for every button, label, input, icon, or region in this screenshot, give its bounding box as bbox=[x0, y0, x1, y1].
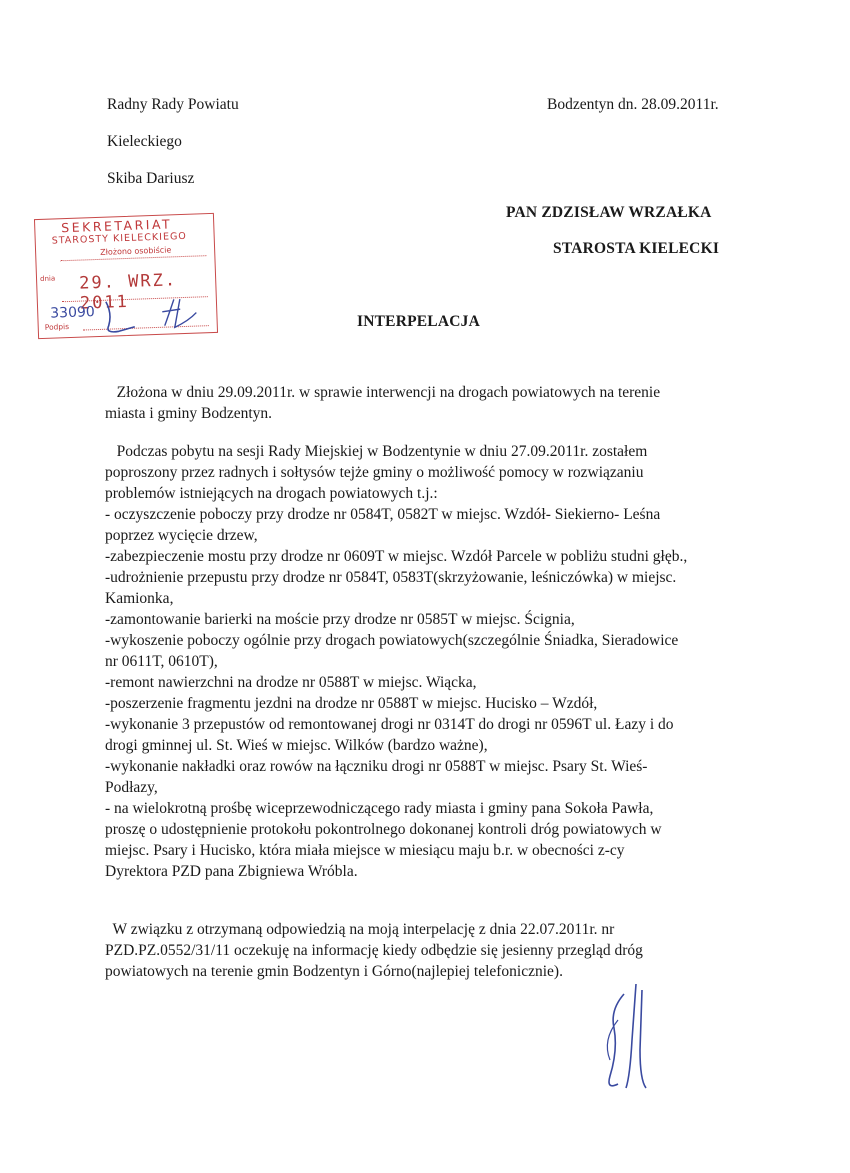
list-item: -remont nawierzchni na drodze nr 0588T w miejsc. Wiącka, bbox=[105, 674, 477, 691]
list-item: -zamontowanie barierki na moście przy drodze nr 0585T w miejsc. Ścignia, bbox=[105, 611, 575, 628]
text-line: miejsc. Psary i Hucisko, która miała miejsce w miesiącu maju b.r. w obecności z-cy bbox=[105, 842, 625, 859]
recipient-name: PAN ZDZISŁAW WRZAŁKA bbox=[506, 204, 712, 221]
registry-stamp bbox=[34, 213, 218, 339]
sender-line-1: Radny Rady Powiatu bbox=[107, 96, 239, 113]
text-line: Kamionka, bbox=[105, 590, 174, 607]
text-line: W związku z otrzymaną odpowiedzią na moją interpelację z dnia 22.07.2011r. nr bbox=[105, 921, 615, 938]
list-item: -wykonanie nakładki oraz rowów na łączniku drogi nr 0588T w miejsc. Psary St. Wieś- bbox=[105, 758, 648, 775]
handwritten-signature bbox=[596, 980, 676, 1100]
list-item: - oczyszczenie poboczy przy drodze nr 0584T, 0582T w miejsc. Wzdół- Siekierno- Leśna bbox=[105, 506, 661, 523]
text-line: poprzez wycięcie drzew, bbox=[105, 527, 258, 544]
stamp-signature-label: Podpis bbox=[44, 322, 70, 332]
stamp-registry-number: 33090 bbox=[49, 304, 96, 322]
text-line: Złożona w dniu 29.09.2011r. w sprawie interwencji na drogach powiatowych na terenie bbox=[105, 384, 661, 401]
stamp-line-3: Złożono osobiście bbox=[100, 245, 172, 257]
text-line: problemów istniejących na drogach powiatowych t.j.: bbox=[105, 485, 438, 502]
list-item: -wykoszenie poboczy ogólnie przy drogach powiatowych(szczególnie Śniadka, Sieradowice bbox=[105, 632, 679, 649]
place-date: Bodzentyn dn. 28.09.2011r. bbox=[547, 96, 719, 113]
stamp-line-1: SEKRETARIAT bbox=[61, 216, 173, 236]
sender-name: Skiba Dariusz bbox=[107, 170, 195, 187]
list-item: -udrożnienie przepustu przy drodze nr 0584T, 0583T(skrzyżowanie, leśniczówka) w miejsc. bbox=[105, 569, 677, 586]
document-heading: INTERPELACJA bbox=[357, 313, 480, 330]
text-line: PZD.PZ.0552/31/11 oczekuję na informację kiedy odbędzie się jesienny przegląd dróg bbox=[105, 942, 643, 959]
text-line: nr 0611T, 0610T), bbox=[105, 653, 218, 670]
text-line: powiatowych na terenie gmin Bodzentyn i Górno(najlepiej telefonicznie). bbox=[105, 963, 563, 980]
text-line: poproszony przez radnych i sołtysów tejże gminy o możliwość pomocy w rozwiązaniu bbox=[105, 464, 644, 481]
list-item: -zabezpieczenie mostu przy drodze nr 0609T w miejsc. Wzdół Parcele w pobliżu studni głęb., bbox=[105, 548, 688, 565]
sender-line-2: Kieleckiego bbox=[107, 133, 182, 150]
text-line: miasta i gminy Bodzentyn. bbox=[105, 405, 273, 422]
stamp-date: 29. WRZ. 2011 bbox=[78, 270, 178, 314]
recipient-title: STAROSTA KIELECKI bbox=[553, 240, 720, 257]
list-item: - na wielokrotną prośbę wiceprzewodniczącego rady miasta i gminy pana Sokoła Pawła, bbox=[105, 800, 654, 817]
text-line: Podczas pobytu na sesji Rady Miejskiej w Bodzentynie w dniu 27.09.2011r. zostałem bbox=[105, 443, 648, 460]
text-line: Dyrektora PZD pana Zbigniewa Wróbla. bbox=[105, 863, 358, 880]
list-item: -poszerzenie fragmentu jezdni na drodze nr 0588T w miejsc. Hucisko – Wzdół, bbox=[105, 695, 598, 712]
text-line: drogi gminnej ul. St. Wieś w miejsc. Wilków (bardzo ważne), bbox=[105, 737, 488, 754]
stamp-line-2: STAROSTY KIELECKIEGO bbox=[51, 230, 188, 247]
stamp-handwritten-initials bbox=[35, 214, 217, 338]
stamp-date-label: dnia bbox=[39, 274, 56, 283]
text-line: proszę o udostępnienie protokołu pokontrolnego dokonanej kontroli dróg powiatowych w bbox=[105, 821, 662, 838]
text-line: Podłazy, bbox=[105, 779, 158, 796]
list-item: -wykonanie 3 przepustów od remontowanej drogi nr 0314T do drogi nr 0596T ul. Łazy i do bbox=[105, 716, 674, 733]
